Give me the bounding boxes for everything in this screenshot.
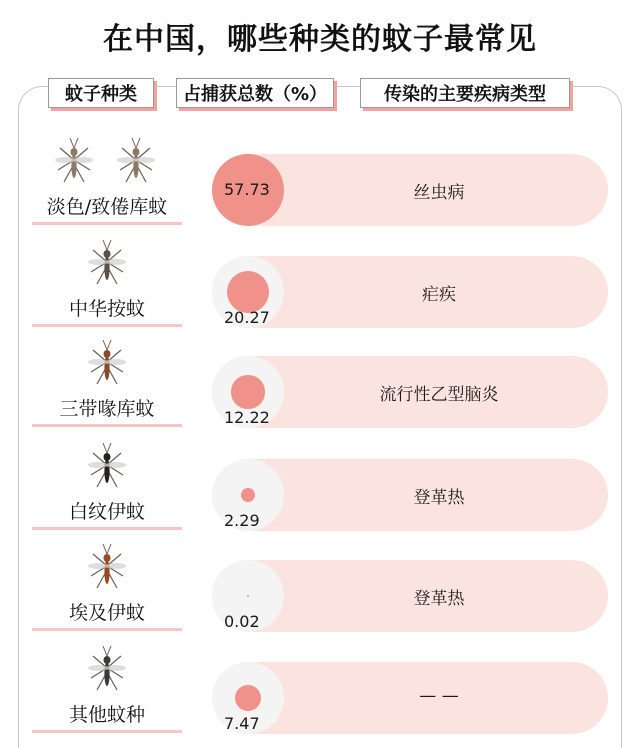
- species-underline: [32, 324, 182, 327]
- header-disease: 传染的主要疾病类型: [360, 78, 570, 108]
- value-label: 12.22: [224, 408, 270, 427]
- chart-title: 在中国，哪些种类的蚊子最常见: [103, 22, 537, 57]
- mosquito-icon: [32, 437, 182, 493]
- mosquito-icon: [32, 132, 182, 188]
- value-label: 0.02: [224, 612, 260, 631]
- value-label: 20.27: [224, 308, 270, 327]
- disease-label: — —: [419, 686, 459, 706]
- species-name: 白纹伊蚊: [68, 501, 145, 523]
- header-share: 占捕获总数（%）: [176, 78, 334, 108]
- mosquito-icon: [32, 334, 182, 390]
- species-name: 埃及伊蚊: [68, 602, 145, 624]
- disease-label: 登革热: [413, 488, 465, 508]
- disease-label: 疟疾: [422, 285, 456, 305]
- species-underline: [32, 222, 182, 225]
- disease-label: 登革热: [413, 589, 465, 609]
- species-cell: [32, 334, 182, 434]
- species-cell: [32, 640, 182, 740]
- disease-label: 流行性乙型脑炎: [379, 385, 499, 405]
- species-underline: [32, 730, 182, 733]
- mosquito-icon: [32, 234, 182, 290]
- species-name: 其他蚊种: [68, 704, 145, 726]
- value-label: 7.47: [224, 714, 260, 733]
- species-cell: [32, 234, 182, 334]
- species-cell: [32, 538, 182, 638]
- header-species: 蚊子种类: [48, 78, 154, 108]
- disease-label: 丝虫病: [413, 183, 465, 203]
- species-cell: [32, 132, 182, 232]
- mosquito-icon: [32, 538, 182, 594]
- species-underline: [32, 424, 182, 427]
- species-name: 淡色/致倦库蚊: [46, 196, 168, 218]
- mosquito-icon: [32, 640, 182, 696]
- species-name: 三带喙库蚊: [59, 398, 155, 420]
- species-cell: [32, 437, 182, 537]
- value-dot: [235, 685, 261, 711]
- species-underline: [32, 628, 182, 631]
- value-label: 2.29: [224, 511, 260, 530]
- species-name: 中华按蚊: [68, 298, 145, 320]
- value-dot: [231, 375, 264, 408]
- value-label: 57.73: [224, 180, 270, 199]
- species-underline: [32, 527, 182, 530]
